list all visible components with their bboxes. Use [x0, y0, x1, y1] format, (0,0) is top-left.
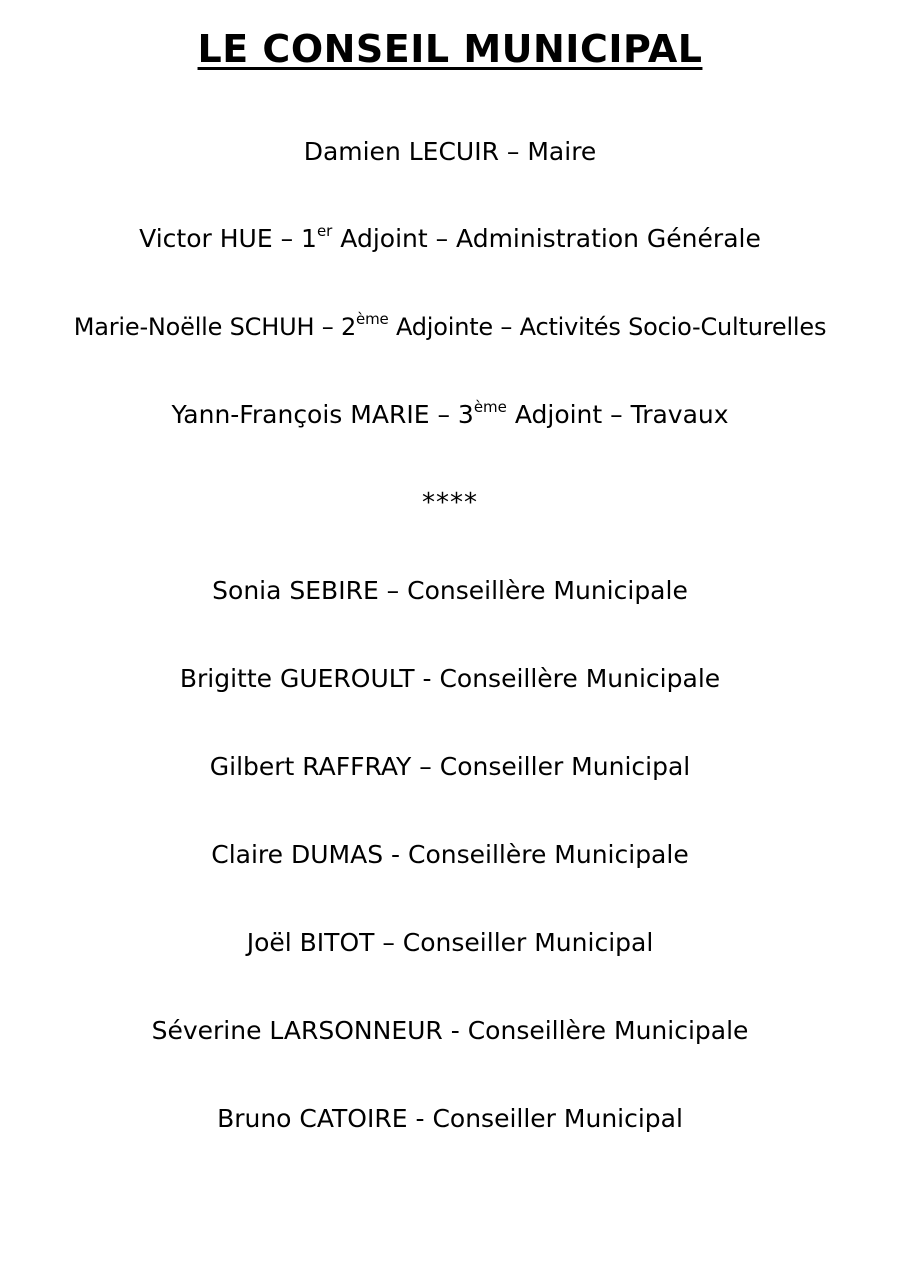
member-role: Conseiller Municipal — [439, 752, 691, 781]
member-rank-suffix: er — [316, 221, 333, 240]
member-name: Brigitte GUEROULT — [179, 664, 415, 693]
member-name: Claire DUMAS — [211, 840, 384, 869]
member-line-councillor — [0, 750, 900, 784]
member-rank-suffix: ème — [473, 397, 507, 416]
member-line-second-deputy — [0, 310, 900, 344]
member-role: Conseillère Municipale — [439, 664, 721, 693]
member-separator: - — [414, 664, 440, 693]
member-rank: 2 — [340, 313, 357, 341]
member-separator: - — [383, 840, 409, 869]
member-name: Sonia SEBIRE — [212, 576, 379, 605]
member-separator: – — [272, 224, 302, 253]
member-line-councillor — [0, 926, 900, 960]
member-separator: – — [411, 752, 440, 781]
member-line-third-deputy — [0, 398, 900, 432]
member-name: Joël BITOT — [246, 928, 375, 957]
member-role: Adjoint – Administration Générale — [332, 224, 761, 253]
member-line-councillor — [0, 1102, 900, 1136]
member-line-councillor — [0, 662, 900, 696]
section-separator: **** — [422, 488, 478, 518]
member-separator: - — [442, 1016, 468, 1045]
member-rank-suffix: ème — [356, 310, 389, 328]
member-name: Marie-Noëlle SCHUH — [73, 313, 315, 341]
member-name: Gilbert RAFFRAY — [209, 752, 412, 781]
member-role: Conseiller Municipal — [432, 1104, 683, 1133]
member-name: Yann-François MARIE — [171, 400, 430, 429]
member-rank: 1 — [301, 224, 317, 253]
member-separator: – — [498, 137, 528, 166]
member-separator: – — [314, 313, 341, 341]
member-role: Conseillère Municipale — [407, 576, 688, 605]
member-role: Maire — [527, 137, 597, 166]
member-role: Adjointe – Activités Socio-Culturelles — [388, 313, 827, 341]
member-role: Adjoint – Travaux — [506, 400, 729, 429]
member-separator: – — [374, 928, 403, 957]
member-line-mayor — [0, 135, 900, 169]
member-name: Bruno CATOIRE — [217, 1104, 408, 1133]
member-rank: 3 — [457, 400, 474, 429]
member-role: Conseillère Municipale — [408, 840, 689, 869]
member-separator: – — [378, 576, 408, 605]
member-name: Séverine LARSONNEUR — [151, 1016, 443, 1045]
member-name: Damien LECUIR — [303, 137, 499, 166]
member-name: Victor HUE — [139, 224, 273, 253]
member-line-councillor — [0, 838, 900, 872]
member-role: Conseillère Municipale — [467, 1016, 749, 1045]
page-title: LE CONSEIL MUNICIPAL — [197, 27, 703, 71]
member-line-first-deputy — [0, 222, 900, 256]
member-line-councillor — [0, 1014, 900, 1048]
member-line-councillor — [0, 574, 900, 608]
member-separator: - — [407, 1104, 433, 1133]
member-separator: – — [429, 400, 458, 429]
member-role: Conseiller Municipal — [402, 928, 654, 957]
